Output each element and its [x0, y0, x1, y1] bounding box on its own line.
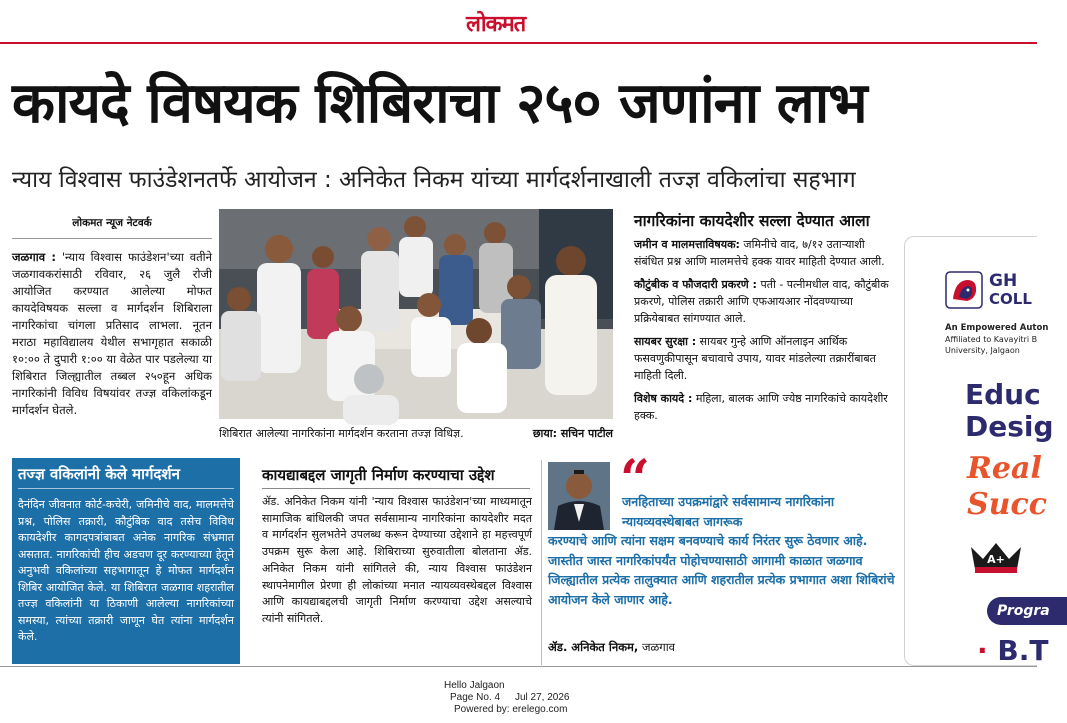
footer-date: Jul 27, 2026 — [515, 692, 570, 703]
advice-item — [634, 333, 896, 384]
experts-guidance-title: तज्ज्ञ वकिलांनी केले मार्गदर्शन — [18, 464, 234, 489]
subheadline: न्याय विश्वास फाउंडेशनतर्फे आयोजन : अनिकेत निकम यांच्या मार्गदर्शनाखाली तज्ज्ञ वकिलांचा सहभाग — [12, 167, 856, 193]
quote-mark-icon: “ — [620, 449, 650, 510]
ad-course-text: B.T — [997, 634, 1049, 667]
advice-item — [634, 276, 896, 327]
byline: लोकमत न्यूज नेटवर्क — [12, 212, 212, 239]
newspaper-logo: लोकमत — [466, 12, 526, 37]
awareness-divider — [262, 488, 530, 489]
quote-rest: करण्याचे आणि त्यांना सक्षम बनवण्याचे कार्य निरंतर सुरू ठेवणार आहे. जास्तीत जास्त नागरिकांपर्यंत पोहोचण्यासाठी आगामी काळात जळगाव जिल्ह्यातील प्रत्येक तालुक्यात आणि शहरातील प्रत्येक प्रभागात अशा शिबिरांचे आयोजन केले जाणार आहे. — [548, 533, 895, 607]
article-lead-text: 'न्याय विश्वास फाउंडेशन'च्या वतीने जळगावकरांसाठी रविवार, २६ जुलै रोजी आयोजित करण्यात आलेल्या मोफत कायदेविषयक सल्ला व मार्गदर्शन शिबिराला नागरिकांचा चांगला प्रतिसाद लाभला. नूतन मराठा महाविद्यालय येथील सभागृहात सकाळी १०:०० ते दुपारी १:०० या वेळेत पार पडलेल्या या शिबिरात जिल्ह्यातील तब्बल २५०हून अधिक नागरिकांनी विविध विषयांवर तज्ज्ञ वकिलांकडून मार्गदर्शन घेतले. — [12, 250, 213, 417]
event-photo-image — [219, 209, 613, 419]
page-bottom-rule — [0, 666, 1037, 667]
accreditation-badge-icon — [969, 539, 1023, 575]
advice-item-text: पती - पत्नीमधील वाद, कौटुंबीक प्रकरणे, पोलिस तक्रारी आणि एफआयआर नोंदवण्याच्या प्रक्रियेबाबत सांगण्यात आले. — [634, 278, 889, 325]
ad-tagline-2: Affiliated to Kavayitri B — [945, 335, 1038, 344]
article-lead — [12, 249, 212, 419]
advice-item — [634, 236, 896, 270]
advice-item-text: महिला, बालक आणि ज्येष्ठ नागरिकांचे कायदेशीर हक्क. — [634, 392, 888, 422]
ad-education-heading — [965, 379, 1054, 443]
advice-item-label: जमीन व मालमत्ताविषयक: — [634, 238, 740, 251]
quote-author-place: जळगाव — [638, 640, 676, 654]
ad-course — [977, 635, 1048, 667]
photo-caption-text: शिबिरात आलेल्या नागरिकांना मार्गदर्शन करताना तज्ज्ञ विधिज्ञ. — [219, 427, 464, 440]
ad-tagline-3: University, Jalgaon — [945, 346, 1020, 355]
ad-programs-label: Progra — [987, 597, 1067, 625]
footer-edition: Hello Jalgaon — [444, 680, 505, 691]
experts-guidance-text: दैनंदिन जीवनात कोर्ट-कचेरी, जमिनीचे वाद, मालमत्तेचे प्रश्न, पोलिस तक्रारी, कौटुंबिक वाद तसेच विविध कायदेशीर कागदपत्रांबाबत अनेक नागरिक संभ्रमात असतात. नागरिकांची हीच अडचण दूर करण्याच्या हेतूने अनुभवी वकिलांच्या सहभागातून हे मोफत मार्गदर्शन शिबिर आयोजित केले. या शिबिरात जळगाव शहरातील तज्ज्ञ वकिलांनी या ठिकाणी आलेल्या नागरिकांच्या समस्या, त्यांच्या तक्रारी जाणून घेत त्यांना मार्गदर्शन केले. — [18, 498, 234, 643]
event-photo — [219, 209, 613, 419]
ad-tagline — [945, 323, 1049, 356]
article-lead-column — [12, 212, 212, 419]
advice-item-label: विशेष कायदे : — [634, 392, 693, 405]
advice-item-label: सायबर सुरक्षा : — [634, 335, 697, 348]
ad-brand-line2: COLL — [989, 290, 1032, 308]
ad-brand-line1: GH — [989, 271, 1018, 291]
legal-advice-section — [634, 210, 896, 430]
ad-slogan-line2: Succ — [967, 487, 1048, 522]
masthead — [0, 0, 1037, 44]
advice-item-label: कौटुंबीक व फौजदारी प्रकरणे : — [634, 278, 757, 291]
advice-item-text: सायबर गुन्हे आणि ऑनलाइन आर्थिक फसवणुकीपासून बचावाचे उपाय, यावर मांडलेल्या तक्रारींबाबत माहिती दिली. — [634, 335, 876, 382]
ad-edu-line1: Educ — [965, 378, 1041, 411]
college-advertisement[interactable] — [904, 236, 1054, 667]
legal-advice-title: नागरिकांना कायदेशीर सल्ला देण्यात आला — [634, 212, 870, 230]
footer-page: Page No. 4 — [450, 692, 501, 703]
quote-first-lines: जनहिताच्या उपक्रमांद्वारे सर्वसामान्य नागरिकांना न्यायव्यवस्थेबाबत जागरूक — [622, 494, 835, 529]
photo-caption — [219, 426, 613, 442]
ad-slogan — [967, 451, 1047, 523]
awareness-text: ॲड. अनिकेत निकम यांनी 'न्याय विश्वास फाउंडेशन'च्या माध्यमातून सामाजिक बांधिलकी जपत सर्वसामान्य नागरिकांना कायदेशीर मदत व मार्गदर्शन सुलभतेने उपलब्ध करून देण्याच्या उद्देशाने हा महत्त्वपूर्ण उपक्रम सुरू केला आहे. शिबिराच्या सुरुवातीला बोलताना ॲड. अनिकेत निकम यांनी सांगितले की, न्याय विश्वास फाउंडेशन स्थापनेमागील प्रेरणा ही लोकांच्या मनात न्यायव्यवस्थेबद्दल विश्वास आणि कायद्याबद्दलची जागृती निर्माण करण्याचा उद्देश असल्याचे त्यांनी सांगितले. — [262, 495, 532, 625]
column-divider — [541, 460, 542, 665]
ad-logo — [945, 271, 1032, 309]
photo-credit: छाया: सचिन पाटील — [532, 427, 613, 440]
advice-item — [634, 390, 896, 424]
accreditation-badge-text: A+ — [987, 553, 1005, 566]
ad-slogan-line1: Real — [967, 451, 1042, 486]
footer-powered-by[interactable]: Powered by: erelego.com — [454, 704, 568, 715]
ad-edu-line2: Desig — [965, 410, 1054, 443]
advice-item-text: जमिनीचे वाद, ७/१२ उताऱ्याशी संबंधित प्रश्न आणि मालमत्तेचे हक्क यावर माहिती देण्यात आली. — [634, 238, 885, 268]
quote-text — [548, 492, 898, 609]
lion-logo-icon — [945, 271, 983, 309]
experts-guidance-box — [12, 458, 240, 664]
dateline: जळगाव : — [12, 250, 56, 264]
headline: कायदे विषयक शिबिराचा २५० जणांना लाभ — [12, 71, 867, 136]
quote-author-name: ॲड. अनिकेत निकम, — [548, 640, 639, 654]
bullet-icon: · — [977, 634, 998, 667]
quote-author — [548, 638, 898, 656]
awareness-title: कायद्याबद्दल जागृती निर्माण करण्याचा उद्देश — [262, 466, 495, 484]
ad-tagline-1: An Empowered Auton — [945, 323, 1049, 333]
